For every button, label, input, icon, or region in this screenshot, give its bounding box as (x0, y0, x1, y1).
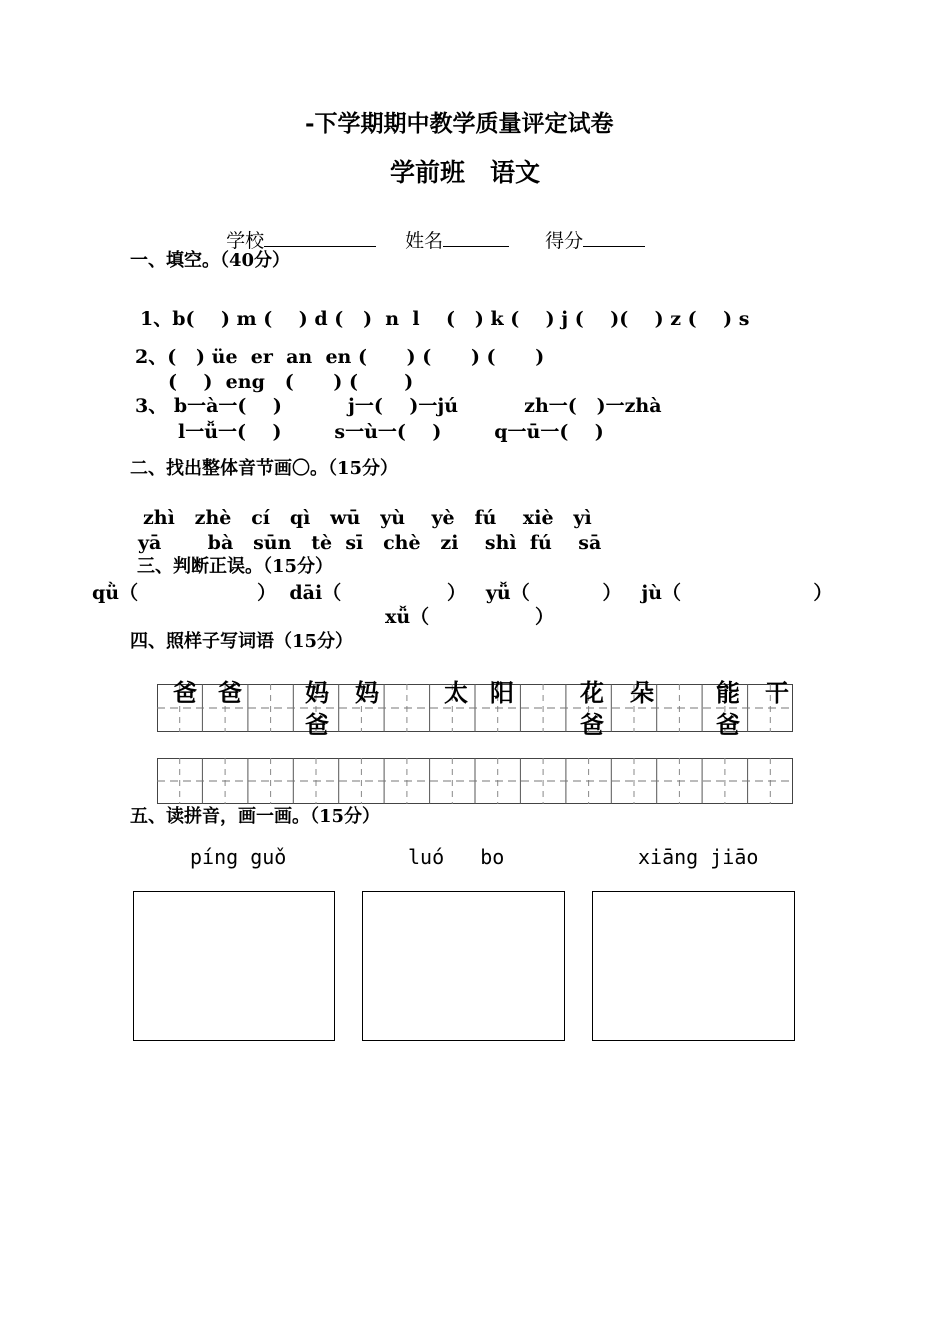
score-blank (583, 232, 645, 247)
section2-heading: 二、找出整体音节画〇。（15分） (130, 458, 399, 479)
grid-char: 爸 (305, 710, 329, 739)
school-field (214, 213, 376, 251)
grid-char: 花 (580, 678, 604, 707)
section1-line1: 1、b( ) m ( ) d ( ) n l ( ) k ( ) j ( )( ) z ( ) s (140, 308, 750, 330)
pinyin-word: píng guǒ (190, 845, 287, 869)
school-label: 学校 (226, 230, 265, 252)
pinyin-word: xiāng jiāo (638, 845, 759, 869)
section5-heading: 五、读拼音，画一画。（15分） (130, 806, 381, 827)
section1-line2b: ( ) eng ( ) ( ) (168, 371, 414, 393)
section3-heading: 三、判断正误。（15分） (137, 556, 334, 577)
score-label: 得分 (545, 230, 584, 252)
score-field (533, 213, 645, 251)
grid-char: 爸 (173, 678, 197, 707)
grid-char: 爸 (580, 710, 604, 739)
grid-char: 爸 (218, 678, 242, 707)
drawing-box-radish[interactable] (362, 891, 565, 1041)
grid-char: 干 (765, 678, 789, 707)
name-label: 姓名 (405, 230, 444, 252)
grid-char: 爸 (716, 710, 740, 739)
grid-char: 能 (716, 678, 740, 707)
drawing-box-banana[interactable] (592, 891, 795, 1041)
tianzige-grid-bottom (157, 758, 793, 804)
section1-line3a: 3、 b一à一( ) j一( )一jú zh一( )一zhà (135, 395, 662, 417)
grid-char: 阳 (490, 678, 514, 707)
section1-heading: 一、填空。（40分） (130, 250, 291, 271)
school-blank (264, 232, 376, 247)
drawing-box-apple[interactable] (133, 891, 335, 1041)
section3-row1: qǜ（ ） dāi（ ） yǚ（ ） jù（ ） (92, 582, 833, 604)
section2-row2: yā bà sūn tè sī chè zi shì fú sā (138, 532, 602, 554)
grid-char: 妈 (305, 678, 329, 707)
section1-line3b: l一ǚ一( ) s一ù一( ) q一ū一( ) (178, 421, 604, 443)
section4-heading: 四、照样子写词语（15分） (130, 631, 354, 652)
section3-row2: xǚ（ ） (385, 606, 554, 628)
grid-char: 妈 (355, 678, 379, 707)
tianzige-grid-top (157, 684, 793, 732)
grid-char: 太 (444, 678, 468, 707)
name-blank (443, 232, 509, 247)
name-field (393, 213, 509, 251)
page-title: -下学期期中教学质量评定试卷 (305, 110, 614, 137)
pinyin-word: luó bo (408, 845, 505, 869)
section1-line2a: 2、( ) üe er an en ( ) ( ) ( ) (135, 346, 545, 368)
page-subtitle: 学前班 语文 (390, 158, 541, 187)
grid-char: 朵 (630, 678, 654, 707)
section2-row1: zhì zhè cí qì wū yù yè fú xiè yì (143, 507, 592, 529)
